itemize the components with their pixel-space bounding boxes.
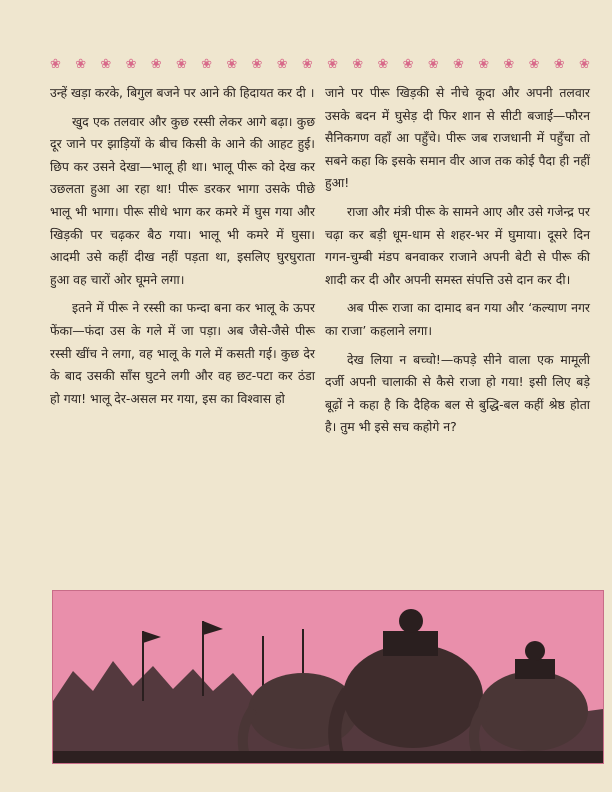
flower-ornament-icon: ❀ bbox=[50, 57, 61, 72]
left-column bbox=[50, 82, 315, 582]
flower-ornament-icon: ❀ bbox=[578, 57, 590, 72]
flower-ornament-icon: ❀ bbox=[478, 57, 490, 72]
paragraph: उन्हें खड़ा करके, बिगुल बजने पर आने की हिदायत कर दी । bbox=[50, 85, 315, 100]
paragraph: राजा और मंत्री पीरू के सामने आए और उसे गजेन्द्र पर चढ़ा कर बड़ी धूम-धाम से शहर-भर में घुमाया। दूसरे दिन गगन-चुम्बी मंडप बनवाकर राजाने अपनी बेटी से पीरू की शादी कर दी और अपनी समस्त संपत्ति उसे दान कर दी। bbox=[325, 203, 590, 287]
flower-ornament-icon: ❀ bbox=[352, 57, 364, 72]
flower-ornament-icon: ❀ bbox=[226, 57, 238, 72]
flower-ornament-icon: ❀ bbox=[528, 57, 540, 72]
text-columns bbox=[50, 82, 590, 582]
flower-ornament-icon: ❀ bbox=[175, 57, 187, 72]
flower-ornament-icon: ❀ bbox=[201, 57, 213, 72]
flower-ornament-icon: ❀ bbox=[427, 57, 439, 72]
paragraph: इतने में पीरू ने रस्सी का फन्दा बना कर भालू के ऊपर फेंका—फंदा उस के गले में जा पड़ा। अब जैसे-जैसे पीरू रस्सी खींच ने लगा, वह भालू के गले में कसती गई। कुछ देर के बाद उसकी साँस घुटने लगी और वह छट-पटा कर ठंडा हो गया! भालू देर-असल मर गया, इस का विश्वास हो bbox=[50, 300, 315, 406]
flower-ornament-icon: ❀ bbox=[402, 57, 414, 72]
flower-ornament-icon: ❀ bbox=[125, 57, 137, 72]
flower-ornament-icon: ❀ bbox=[276, 57, 288, 72]
flower-ornament-icon: ❀ bbox=[327, 57, 338, 72]
flower-ornament-icon: ❀ bbox=[301, 57, 313, 72]
ornamental-border bbox=[50, 56, 590, 74]
paragraph: देख लिया न बच्चो!—कपड़े सीने वाला एक मामूली दर्जी अपनी चालाकी से कैसे राजा हो गया! इसी लिए बड़े बूढ़ों ने कहा है कि दैहिक बल से बुद्धि-बल कहीं श्रेष्ठ होता है। तुम भी इसे सच कहोगे न? bbox=[325, 351, 590, 435]
paragraph: जाने पर पीरू खिड़की से नीचे कूदा और अपनी तलवार उसके बदन में घुसेड़ दी फिर शान से सीटी बजाई—फौरन सैनिकगण वहाँ आ पहुँचे। पीरू जब राजधानी में पहुँचा तो सबने कहा कि इसके समान वीर आज तक कोई पैदा ही नहीं हुआ! bbox=[325, 85, 590, 191]
flower-ornament-icon: ❀ bbox=[553, 57, 565, 72]
elephant-procession-image bbox=[53, 591, 603, 763]
flower-ornament-icon: ❀ bbox=[100, 57, 112, 72]
flower-ornament-icon: ❀ bbox=[377, 57, 389, 72]
flower-ornament-icon: ❀ bbox=[150, 57, 162, 72]
flower-ornament-icon: ❀ bbox=[503, 57, 515, 72]
flower-ornament-icon: ❀ bbox=[251, 57, 263, 72]
flower-ornament-icon: ❀ bbox=[75, 57, 87, 72]
right-column bbox=[325, 82, 590, 582]
paragraph: खुद एक तलवार और कुछ रस्सी लेकर आगे बढ़ा। कुछ दूर जाने पर झाड़ियों के बीच किसी के आने की आहट हुई। छिप कर उसने देखा—भालू ही था। भालू पीरू को देख कर उछलता हुआ आ रहा था! पीरू डरकर भागा उसके पीछे भालू भी भागा। पीरू सीधे भाग कर कमरे में घुस गया और खिड़की पर चढ़कर बैठ गया। भालू भी कमरे में घुसा। आदमी उसे कहीं दीख नहीं पड़ता था, इसलिए घुरघुराता हुआ वह चारों ओर घूमने लगा। bbox=[50, 113, 315, 287]
flower-ornament-icon: ❀ bbox=[453, 57, 464, 72]
paragraph: अब पीरू राजा का दामाद बन गया और ‘कल्याण नगर का राजा’ कहलाने लगा। bbox=[325, 300, 590, 338]
procession-illustration bbox=[52, 590, 604, 764]
